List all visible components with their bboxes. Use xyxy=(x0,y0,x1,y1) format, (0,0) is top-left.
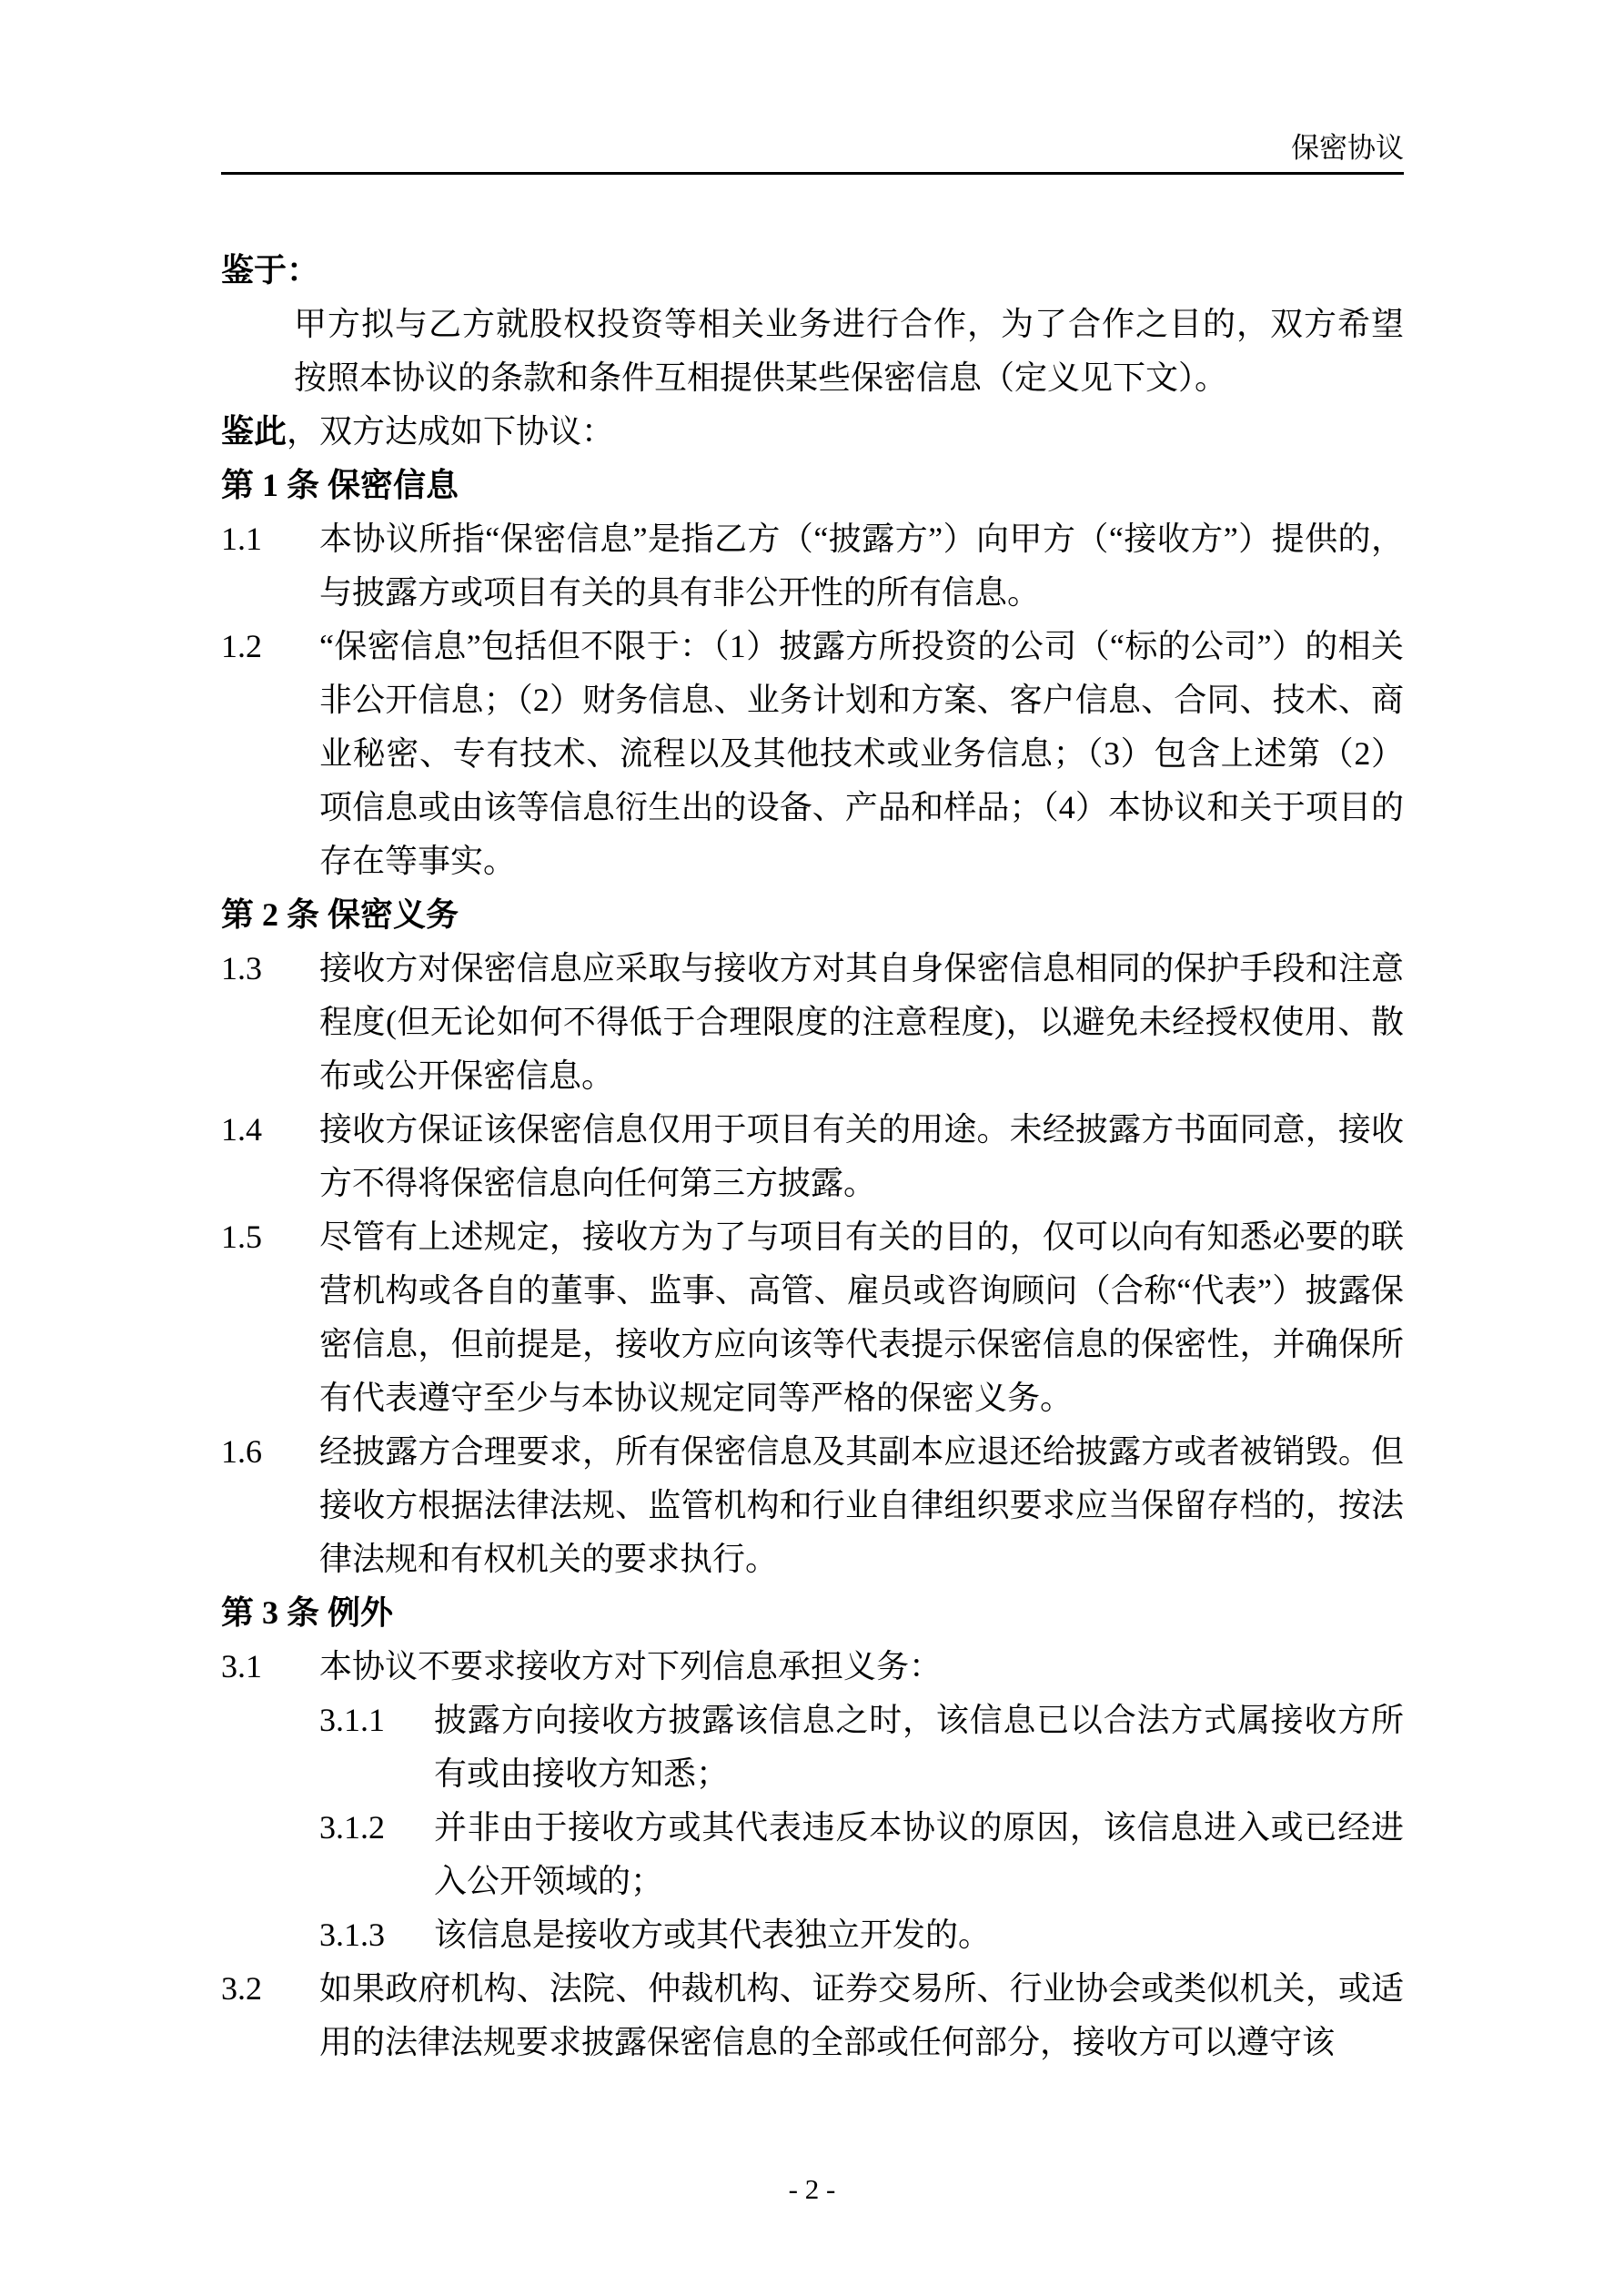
clause-text: 本协议不要求接收方对下列信息承担义务： xyxy=(319,1648,943,1684)
page-footer xyxy=(0,2171,1624,2208)
whereas-paragraph: 甲方拟与乙方就股权投资等相关业务进行合作，为了合作之目的，双方希望按照本协议的条款和条件互相提供某些保密信息（定义见下文）。 xyxy=(294,306,1404,396)
subclause-number: 3.1.1 xyxy=(319,1702,385,1738)
clause-1-2 xyxy=(221,620,1404,888)
clause-number: 1.1 xyxy=(221,521,262,557)
witness-text: ，双方达成如下协议： xyxy=(287,413,615,450)
document-body xyxy=(221,244,1404,2069)
clause-number: 3.2 xyxy=(221,1970,262,2007)
witness-line xyxy=(221,405,1404,459)
clause-text: 尽管有上述规定，接收方为了与项目有关的目的，仅可以向有知悉必要的联营机构或各自的董事、监事、高管、雇员或咨询顾问（合称“代表”）披露保密信息，但前提是，接收方应向该等代表提示保密信息的保密性，并确保所有代表遵守至少与本协议规定同等严格的保密义务。 xyxy=(319,1219,1404,1416)
witness-label: 鉴此 xyxy=(221,413,287,450)
clause-number: 1.4 xyxy=(221,1111,262,1148)
whereas-label: 鉴于： xyxy=(221,252,320,288)
clause-text: 接收方保证该保密信息仅用于项目有关的用途。未经披露方书面同意，接收方不得将保密信息向任何第三方披露。 xyxy=(319,1111,1404,1201)
clause-text: 本协议所指“保密信息”是指乙方（“披露方”）向甲方（“接收方”）提供的，与披露方或项目有关的具有非公开性的所有信息。 xyxy=(319,521,1404,611)
subclause-number: 3.1.3 xyxy=(319,1917,385,1953)
subclause-text: 披露方向接收方披露该信息之时，该信息已以合法方式属接收方所有或由接收方知悉； xyxy=(434,1702,1404,1792)
section-3-heading: 第 3 条 例外 xyxy=(221,1594,394,1631)
page-header xyxy=(221,0,1404,175)
clause-text: 接收方对保密信息应采取与接收方对其自身保密信息相同的保护手段和注意程度(但无论如何不得低于合理限度的注意程度)，以避免未经授权使用、散布或公开保密信息。 xyxy=(319,950,1404,1094)
clause-3-1 xyxy=(221,1640,1404,1694)
clause-1-5 xyxy=(221,1210,1404,1425)
section-1-heading: 第 1 条 保密信息 xyxy=(221,467,459,503)
clause-number: 1.5 xyxy=(221,1219,262,1255)
clause-number: 1.2 xyxy=(221,628,262,664)
clause-number: 1.6 xyxy=(221,1433,262,1470)
clause-text: 经披露方合理要求，所有保密信息及其副本应退还给披露方或者被销毁。但接收方根据法律法规、监管机构和行业自律组织要求应当保留存档的，按法律法规和有权机关的要求执行。 xyxy=(319,1433,1404,1577)
header-title: 保密协议 xyxy=(1291,132,1404,164)
subclause-number: 3.1.2 xyxy=(319,1809,385,1846)
subclause-text: 并非由于接收方或其代表违反本协议的原因，该信息进入或已经进入公开领域的； xyxy=(434,1809,1404,1899)
page-number: - 2 - xyxy=(788,2173,836,2205)
subclause-text: 该信息是接收方或其代表独立开发的。 xyxy=(434,1917,992,1953)
section-2-heading: 第 2 条 保密义务 xyxy=(221,896,459,933)
clause-text: “保密信息”包括但不限于：（1）披露方所投资的公司（“标的公司”）的相关非公开信息；（2）财务信息、业务计划和方案、客户信息、合同、技术、商业秘密、专有技术、流程以及其他技术或业务信息；（3）包含上述第（2）项信息或由该等信息衍生出的设备、产品和样品；（4）本协议和关于项目的存在等事实。 xyxy=(319,628,1404,879)
clause-1-1 xyxy=(221,512,1404,620)
clause-3-2 xyxy=(221,1962,1404,2069)
clause-1-3 xyxy=(221,942,1404,1103)
clause-text: 如果政府机构、法院、仲裁机构、证券交易所、行业协会或类似机关，或适用的法律法规要求披露保密信息的全部或任何部分，接收方可以遵守该 xyxy=(319,1970,1404,2060)
clause-1-4 xyxy=(221,1103,1404,1210)
clause-number: 1.3 xyxy=(221,950,262,986)
subclause-3-1-3 xyxy=(221,1908,1404,1962)
clause-number: 3.1 xyxy=(221,1648,262,1684)
subclause-3-1-1 xyxy=(221,1694,1404,1801)
clause-1-6 xyxy=(221,1425,1404,1586)
subclause-3-1-2 xyxy=(221,1801,1404,1908)
